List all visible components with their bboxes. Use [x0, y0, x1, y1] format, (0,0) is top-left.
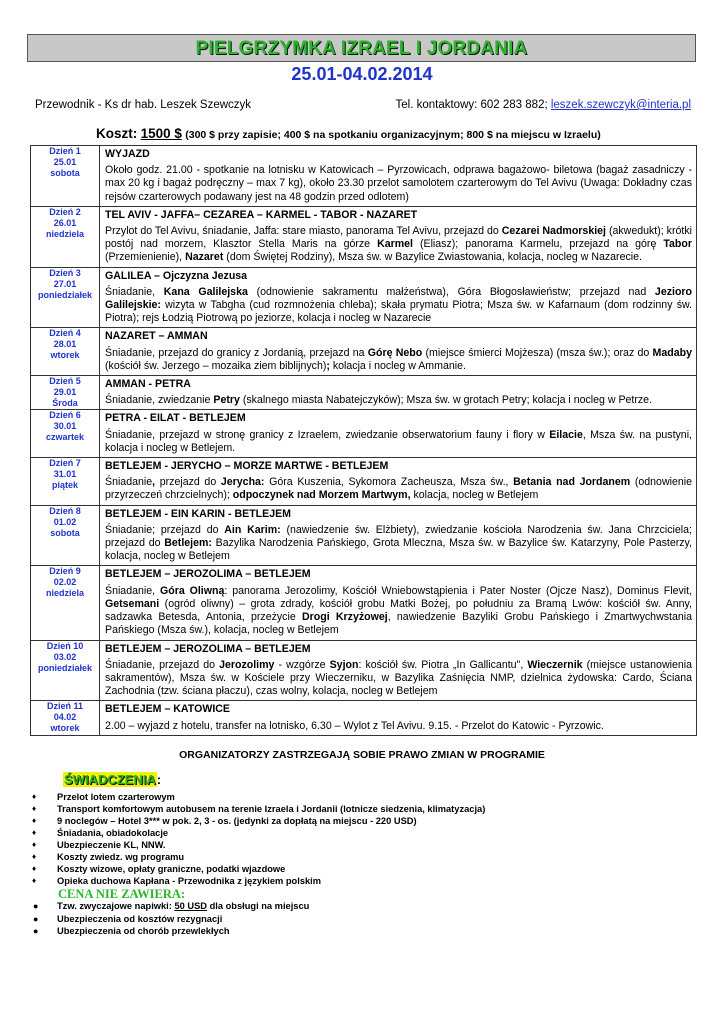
table-row: [31, 505, 697, 566]
page-title: PIELGRZYMKA IZRAEL I JORDANIA: [195, 38, 528, 59]
benefit-text: Koszty wizowe, opłaty graniczne, podatki wjazdowe: [57, 864, 286, 874]
organizers-note: ORGANIZATORZY ZASTRZEGAJĄ SOBIE PRAWO ZMIAN W PROGRAMIE: [179, 749, 545, 761]
day-program-text: Śniadanie, przejazd do granicy z Jordanią, przejazd na Górę Nebo (miejsce śmierci Mojżesza) (msza św.); oraz do Madaby (kościół św. Jerzego – mozaika ziem biblijnych); kolacja i nocleg w Ammanie.: [105, 346, 692, 372]
diamond-bullet-icon: ♦: [32, 852, 37, 861]
day-description-cell: [100, 566, 697, 640]
day-description-cell: [100, 505, 697, 566]
day-description-cell: [100, 640, 697, 701]
day-route-title: BETLEJEM – JEROZOLIMA – BETLEJEM: [105, 568, 311, 581]
title-banner: [27, 34, 696, 62]
contact-phone: Tel. kontaktowy: 602 283 882;: [395, 99, 548, 111]
day-date: 03.02: [53, 651, 77, 662]
list-item: [30, 875, 485, 887]
contact-info: [396, 99, 692, 111]
day-day: Dzień 8: [49, 505, 81, 516]
day-cell: [31, 505, 100, 566]
day-day: Dzień 7: [49, 458, 81, 469]
day-description-cell: [100, 146, 697, 207]
day-date: 26.01: [53, 217, 77, 228]
list-item: [30, 925, 309, 938]
day-weekday: sobota: [50, 168, 80, 178]
cost-amount: 1500 $: [140, 126, 182, 141]
benefit-text: 9 noclegów – Hotel 3*** w pok. 2, 3 - os. (jedynki za dopłatą na miejscu - 220 USD): [57, 816, 417, 826]
day-route-title: GALILEA – Ojczyzna Jezusa: [105, 269, 248, 282]
bullet-icon: ●: [33, 901, 39, 911]
day-route-title: WYJAZD: [105, 148, 150, 160]
day-description-cell: [100, 701, 697, 735]
day-description-cell: [100, 458, 697, 506]
diamond-bullet-icon: ♦: [32, 828, 37, 837]
bullet-icon: ●: [33, 926, 39, 936]
day-day: Dzień 3: [49, 267, 81, 278]
not-included-heading: CENA NIE ZAWIERA:: [58, 887, 186, 901]
tips-amount: 50 USD: [174, 901, 208, 911]
day-day: Dzień 4: [49, 328, 81, 339]
guide-name: Przewodnik - Ks dr hab. Leszek Szewczyk: [35, 99, 252, 111]
table-row: [31, 146, 697, 207]
day-day: Dzień 9: [49, 566, 81, 577]
day-day: Dzień 5: [49, 376, 81, 387]
diamond-bullet-icon: ♦: [32, 840, 37, 849]
day-weekday: sobota: [50, 527, 80, 538]
table-row: [31, 701, 697, 735]
day-weekday: czwartek: [45, 432, 85, 443]
day-program-text: Śniadanie, zwiedzanie Petry (skalnego miasta Nabatejczyków); Msza św. w grotach Petry; kolacja i nocleg w Petrze.: [105, 394, 653, 407]
day-weekday: poniedziałek: [37, 662, 92, 673]
day-program-text: Śniadanie, przejazd do Jerozolimy - wzgórze Syjon: kościół św. Piotra „In Gallicantu", Wieczernik (miejsce ustanowienia sakramentów), Msza św. w Kościele przy Wieczerniku, w Bazylika Zaśnięcia NMP, dzielnica żydowska: Cardo, Ściana Zachodnia (tzw. ściana płaczu), czas wolny, kolacja, nocleg w Betlejem: [105, 658, 692, 698]
day-description-cell: [100, 376, 697, 410]
day-weekday: niedziela: [45, 588, 84, 599]
list-item: [30, 815, 485, 827]
not-included-list: [30, 900, 309, 938]
day-route-title: BETLEJEM – KATOWICE: [105, 703, 230, 716]
day-description-cell: [100, 267, 697, 328]
table-row: [31, 376, 697, 410]
day-date: 30.01: [53, 421, 77, 432]
benefits-heading: ŚWIADCZENIA:: [64, 772, 162, 787]
benefits-list: [30, 791, 485, 887]
list-item: [30, 851, 485, 863]
list-item: [30, 791, 485, 803]
not-included-text: Ubezpieczenia od kosztów rezygnacji: [57, 913, 223, 924]
day-date: 28.01: [53, 339, 77, 350]
day-weekday: wtorek: [50, 350, 80, 361]
itinerary-table: [30, 145, 697, 736]
day-date: 04.02: [53, 712, 77, 723]
day-weekday: poniedziałek: [37, 289, 92, 300]
trip-dates: 25.01-04.02.2014: [291, 64, 433, 84]
benefit-text: Śniadania, obiadokolacje: [57, 828, 169, 838]
diamond-bullet-icon: ♦: [32, 816, 37, 825]
day-weekday: wtorek: [50, 723, 80, 734]
day-weekday: niedziela: [45, 228, 84, 239]
diamond-bullet-icon: ♦: [32, 876, 37, 885]
benefit-text: Koszty zwiedz. wg programu: [57, 852, 185, 862]
table-row: [31, 410, 697, 458]
day-route-title: AMMAN - PETRA: [105, 378, 191, 391]
day-date: 31.01: [53, 469, 77, 480]
day-cell: [31, 267, 100, 328]
diamond-bullet-icon: ♦: [32, 804, 37, 813]
list-item: [30, 839, 485, 851]
day-date: 01.02: [53, 516, 77, 527]
day-program-text: Śniadanie, Góra Oliwną: panorama Jerozolimy, Kościół Wniebowstąpienia i Pater Noster (Ojcze Nasz), Dominus Flevit, Getsemani (ogród oliwny) – grota zdrady, kościół grobu Matki Bożej, po południu za Bramą Lwów: kościół św. Anny, sadzawka Betesda, Antonia, przeżycie Drogi Krzyżowej, nawiedzenie Bazyliki Grobu Pańskiego i Zmartwychwstania Pańskiego (Msza św.), kolacja, nocleg w Betlejem: [105, 584, 693, 637]
day-date: 29.01: [53, 387, 77, 398]
day-cell: [31, 410, 100, 458]
day-date: 25.01: [53, 157, 77, 167]
day-program-text: Przylot do Tel Avivu, śniadanie, Jaffa: stare miasto, panorama Tel Avivu, przejazd do Cezarei Nadmorskiej (akwedukt); krótki postój nad morzem, Klasztor Stella Maris na górze Karmel (Eliasz); panorama Karmelu, przejazd na górę Tabor (Przemienienie), Nazaret (dom Świętej Rodziny), Msza św. w Bazylice Zwiastowania, kolacja, nocleg w Nazarecie.: [105, 225, 692, 264]
day-weekday: piątek: [51, 480, 78, 491]
day-route-title: BETLEJEM - JERYCHO – MORZE MARTWE - BETLEJEM: [105, 460, 389, 473]
table-row: [31, 267, 697, 328]
day-program-text: Śniadanie, Kana Galilejska (odnowienie sakramentu małżeństwa), Góra Błogosławieństw; przejazd nad Jezioro Galilejskie: wizyta w Tabgha (cud rozmnożenia chleba); skała prymatu Piotra; Msza św. w Kafarnaum (dom rodzinny św. Piotra); rejs Łodzią Piotrową po jeziorze, kolacja i nocleg w Nazarecie: [105, 285, 693, 325]
tips-prefix: Tzw. zwyczajowe napiwki:: [57, 901, 175, 911]
cost-line: [96, 126, 601, 141]
day-route-title: PETRA - EILAT - BETLEJEM: [105, 412, 246, 425]
day-program-text: 2.00 – wyjazd z hotelu, transfer na lotnisko, 6.30 – Wylot z Tel Avivu. 9.15. - Przelot do Katowic - Pyrzowic.: [105, 719, 604, 732]
benefit-text: Opieka duchowa Kapłana - Przewodnika z językiem polskim: [57, 876, 322, 886]
day-cell: [31, 146, 100, 207]
day-program-text: Śniadanie, przejazd w stronę granicy z Izraelem, zwiedzanie obserwatorium fauny i flory w Eilacie, Msza św. na pustyni, kolacja i nocleg w Betlejem.: [105, 428, 692, 454]
day-date: 02.02: [53, 577, 77, 588]
contact-email-link[interactable]: leszek.szewczyk@interia.pl: [550, 99, 691, 111]
day-program-text: Śniadanie; przejazd do Ain Karim: (nawiedzenie św. Elżbiety), zwiedzanie kościoła Narodzenia św. Jana Chrzciciela; przejazd do Betlejem: Bazylika Narodzenia Pańskiego, Grota Mleczna, Msza św. w Bazylice św. Katarzyny, Pole Pasterzy, kolacja, nocleg w Betlejem: [105, 523, 692, 563]
table-row: [31, 566, 697, 640]
table-row: [31, 206, 697, 267]
bullet-icon: ●: [33, 913, 39, 924]
day-program-text: Śniadanie, przejazd do Jerycha: Góra Kuszenia, Sykomora Zacheusza, Msza św., Betania nad Jordanem (odnowienie przyrzeczeń chrzcielnych); odpoczynek nad Morzem Martwym, kolacja, nocleg w Betlejem: [105, 476, 692, 502]
day-cell: [31, 701, 100, 735]
day-day: Dzień 11: [46, 701, 84, 712]
day-cell: [31, 328, 100, 376]
benefit-text: Ubezpieczenie KL, NNW.: [57, 840, 166, 850]
day-description-cell: [100, 410, 697, 458]
list-item: [30, 863, 485, 875]
day-weekday: Środa: [52, 398, 78, 409]
day-description-cell: [100, 206, 697, 267]
diamond-bullet-icon: ♦: [32, 864, 37, 873]
cost-label: Koszt:: [96, 126, 138, 141]
day-cell: [31, 566, 100, 640]
day-route-title: TEL AVIV - JAFFA– CEZAREA – KARMEL - TABOR - NAZARET: [105, 208, 418, 221]
day-cell: [31, 206, 100, 267]
day-day: Dzień 6: [49, 410, 81, 421]
day-cell: [31, 458, 100, 506]
diamond-bullet-icon: ♦: [32, 792, 37, 801]
list-item: [30, 900, 309, 913]
day-day: Dzień 1: [49, 146, 81, 156]
day-route-title: NAZARET – AMMAN: [105, 330, 208, 343]
benefits-heading-text: ŚWIADCZENIA: [64, 772, 156, 787]
benefit-text: Transport komfortowym autobusem na terenie Izraela i Jordanii (lotnicze siedzenia, klimatyzacja): [57, 804, 486, 814]
day-cell: [31, 376, 100, 410]
day-route-title: BETLEJEM - EIN KARIN - BETLEJEM: [105, 507, 291, 520]
not-included-text: Ubezpieczenia od chorób przewlekłych: [57, 926, 230, 936]
day-program-text: Około godz. 21.00 - spotkanie na lotnisku w Katowicach – Pyrzowicach, odprawa bagażowo- biletowa (bagaż zasadniczy - max 20 kg i bagaż podręczny – max 7 kg), około 23.30 przelot samolotem czarterowym do Tel Avivu (Uwaga: Dokładny czas rejsów czarterowych podawany jest na 48 godzin przed odlotem): [105, 164, 692, 203]
list-item: [30, 913, 309, 926]
tips-suffix: dla obsługi na miejscu: [207, 901, 310, 911]
table-row: [31, 328, 697, 376]
cost-details: (300 $ przy zapisie; 400 $ na spotkaniu organizacyjnym; 800 $ na miejscu w Izraelu): [185, 129, 601, 141]
list-item: [30, 803, 485, 815]
day-day: Dzień 2: [49, 206, 81, 217]
day-description-cell: [100, 328, 697, 376]
day-date: 27.01: [53, 278, 77, 289]
day-cell: [31, 640, 100, 701]
benefit-text: Przelot lotem czarterowym: [57, 792, 175, 802]
day-day: Dzień 10: [46, 640, 84, 651]
list-item: [30, 827, 485, 839]
table-row: [31, 458, 697, 506]
day-route-title: BETLEJEM – JEROZOLIMA – BETLEJEM: [105, 642, 311, 655]
table-row: [31, 640, 697, 701]
